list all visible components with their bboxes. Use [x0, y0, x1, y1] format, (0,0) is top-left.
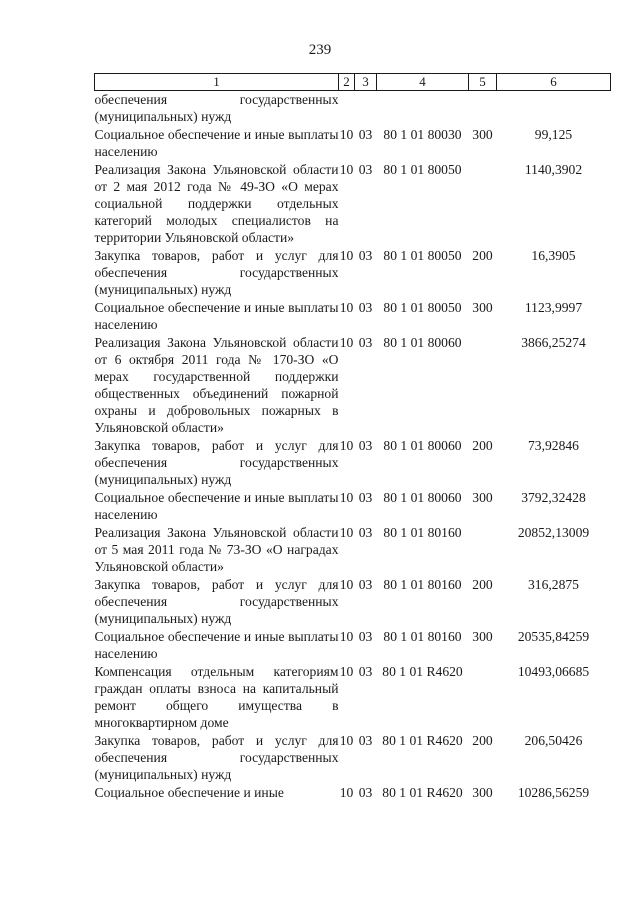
- row-subsection-code: 03: [358, 300, 373, 315]
- row-amount: 3866,25274: [521, 335, 586, 350]
- row-subsection-code: 03: [358, 664, 373, 679]
- table-row: [95, 333, 611, 436]
- row-expense-type-code: [469, 662, 497, 731]
- row-description: Закупка товаров, работ и услуг для обеспечения государственных (муниципальных) нужд: [94, 248, 339, 297]
- table-row: [95, 662, 611, 731]
- row-expense-type-code: [469, 160, 497, 246]
- row-subsection-code: 03: [358, 785, 373, 800]
- row-expense-type-code: 200: [472, 733, 493, 748]
- row-subsection-code: 03: [358, 127, 373, 142]
- table-row: [95, 783, 611, 801]
- row-section-code: 10: [339, 438, 354, 453]
- row-amount: 206,50426: [524, 733, 583, 748]
- row-section-code: 10: [339, 525, 354, 540]
- row-target-article-code: 80 1 01 80160: [383, 577, 462, 592]
- row-subsection-code: 03: [358, 733, 373, 748]
- row-subsection-code: 03: [358, 577, 373, 592]
- row-subsection-code: 03: [358, 335, 373, 350]
- row-amount: 316,2875: [528, 577, 579, 592]
- column-header: 3: [355, 74, 377, 91]
- row-amount: 16,3905: [531, 248, 576, 263]
- table-row: [95, 436, 611, 488]
- row-section-code: 10: [339, 248, 354, 263]
- budget-table: [94, 73, 611, 801]
- row-section-code: 10: [339, 162, 354, 177]
- row-section-code: 10: [339, 629, 354, 644]
- row-target-article-code: 80 1 01 R4620: [382, 733, 463, 748]
- row-target-article-code: 80 1 01 80160: [383, 629, 462, 644]
- table-row: [95, 298, 611, 333]
- row-amount: 20852,13009: [517, 525, 590, 540]
- row-amount: 10493,06685: [517, 664, 590, 679]
- row-target-article-code: 80 1 01 80030: [383, 127, 462, 142]
- column-header: 5: [469, 74, 497, 91]
- row-description: Реализация Закона Ульяновской области от 6 октября 2011 года № 170-ЗО «О мерах государственной поддержки общественных объединений пожарной охраны и добровольных пожарных в Ульяновской области»: [94, 335, 339, 435]
- row-description: Социальное обеспечение и иные: [94, 785, 284, 800]
- row-subsection-code: 03: [358, 248, 373, 263]
- row-subsection-code: 03: [358, 490, 373, 505]
- row-amount: 73,92846: [528, 438, 579, 453]
- row-amount: 1123,9997: [524, 300, 583, 315]
- row-subsection-code: 03: [358, 438, 373, 453]
- row-section-code: 10: [339, 335, 354, 350]
- row-subsection-code: 03: [358, 162, 373, 177]
- row-section-code: 10: [339, 785, 354, 800]
- column-header: 6: [497, 74, 611, 91]
- column-header: 2: [339, 74, 355, 91]
- row-subsection-code: [355, 91, 377, 126]
- row-amount: 99,125: [534, 127, 573, 142]
- row-expense-type-code: 300: [472, 300, 493, 315]
- row-description: Социальное обеспечение и иные выплаты населению: [94, 629, 339, 661]
- row-subsection-code: 03: [358, 629, 373, 644]
- row-target-article-code: 80 1 01 R4620: [382, 664, 463, 679]
- column-header: 1: [95, 74, 339, 91]
- table-row: [95, 488, 611, 523]
- row-target-article-code: 80 1 01 80160: [383, 525, 462, 540]
- row-description: Закупка товаров, работ и услуг для обеспечения государственных (муниципальных) нужд: [94, 438, 339, 487]
- table-row: [95, 523, 611, 575]
- row-description: Закупка товаров, работ и услуг для обеспечения государственных (муниципальных) нужд: [94, 733, 339, 782]
- row-target-article-code: 80 1 01 80060: [383, 335, 462, 350]
- row-target-article-code: 80 1 01 R4620: [382, 785, 463, 800]
- table-row: [95, 627, 611, 662]
- row-section-code: 10: [339, 127, 354, 142]
- row-amount: 20535,84259: [517, 629, 590, 644]
- row-target-article-code: 80 1 01 80060: [383, 490, 462, 505]
- row-expense-type-code: 300: [472, 629, 493, 644]
- row-expense-type-code: [469, 523, 497, 575]
- row-subsection-code: 03: [358, 525, 373, 540]
- row-amount: 3792,32428: [521, 490, 586, 505]
- row-description: Социальное обеспечение и иные выплаты населению: [94, 490, 339, 522]
- row-section-code: 10: [339, 300, 354, 315]
- row-expense-type-code: 300: [472, 490, 493, 505]
- row-description: Компенсация отдельным категориям граждан оплаты взноса на капитальный ремонт общего имущества в многоквартирном доме: [94, 664, 339, 730]
- row-description: Закупка товаров, работ и услуг для обеспечения государственных (муниципальных) нужд: [94, 577, 339, 626]
- row-section-code: [339, 91, 355, 126]
- table-row: [95, 575, 611, 627]
- row-expense-type-code: 200: [472, 438, 493, 453]
- row-expense-type-code: [469, 91, 497, 126]
- row-expense-type-code: [469, 333, 497, 436]
- row-target-article-code: 80 1 01 80050: [383, 300, 462, 315]
- table-row: [95, 246, 611, 298]
- row-expense-type-code: 200: [472, 248, 493, 263]
- row-expense-type-code: 300: [472, 785, 493, 800]
- row-amount: 10286,56259: [517, 785, 590, 800]
- row-target-article-code: 80 1 01 80050: [383, 248, 462, 263]
- column-header-row: [95, 74, 611, 91]
- table-row: [95, 731, 611, 783]
- row-target-article-code: [377, 91, 469, 126]
- row-section-code: 10: [339, 577, 354, 592]
- row-description: обеспечения государственных (муниципальных) нужд: [94, 92, 339, 124]
- row-description: Реализация Закона Ульяновской области от 2 мая 2012 года № 49-ЗО «О мерах социальной поддержки отдельных категорий молодых специалистов на территории Ульяновской области»: [94, 162, 339, 245]
- table-row: [95, 160, 611, 246]
- row-description: Социальное обеспечение и иные выплаты населению: [94, 127, 339, 159]
- table-row: [95, 125, 611, 160]
- row-expense-type-code: 300: [472, 127, 493, 142]
- row-section-code: 10: [339, 490, 354, 505]
- column-header: 4: [377, 74, 469, 91]
- row-description: Реализация Закона Ульяновской области от 5 мая 2011 года № 73-ЗО «О наградах Ульяновской области»: [94, 525, 339, 574]
- row-section-code: 10: [339, 733, 354, 748]
- row-section-code: 10: [339, 664, 354, 679]
- row-target-article-code: 80 1 01 80060: [383, 438, 462, 453]
- table-row: [95, 91, 611, 126]
- row-amount: 1140,3902: [524, 162, 583, 177]
- row-expense-type-code: 200: [472, 577, 493, 592]
- row-description: Социальное обеспечение и иные выплаты населению: [94, 300, 339, 332]
- row-target-article-code: 80 1 01 80050: [383, 162, 462, 177]
- row-amount: [497, 91, 611, 126]
- page-number: 239: [308, 42, 332, 58]
